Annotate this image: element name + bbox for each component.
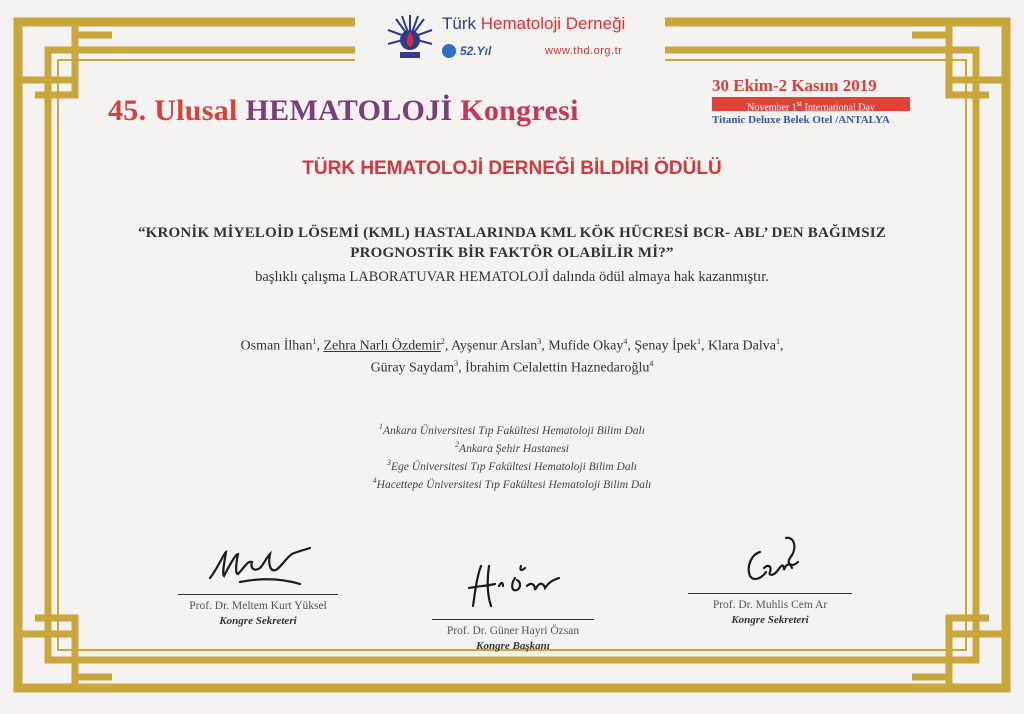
award-statement-prefix: başlıklı çalışma bbox=[255, 269, 350, 285]
authors-line1: Osman İlhan$^1$, Zehra Narlı Özdemir$^2$, Ayşenur Arslan$^3$, Mufide Okay$^4$, Şenay İpek$^1$, Klara Dalva$^1$, bbox=[240, 337, 784, 354]
author-affiliation-number: 1 bbox=[775, 337, 780, 346]
association-name-part2: Hematoloji Derneği bbox=[480, 14, 626, 33]
affiliation-line bbox=[0, 440, 1024, 455]
signatory-3-role: Kongre Sekreteri bbox=[731, 614, 809, 626]
signature-line-3 bbox=[688, 593, 852, 594]
affiliation-line bbox=[0, 422, 1024, 437]
author-name: Klara Dalva bbox=[707, 338, 776, 354]
study-title-line1: “KRONİK MİYELOİD LÖSEMİ (KML) HASTALARINDA KML KÖK HÜCRESİ BCR- ABL’ DEN BAĞIMSIZ bbox=[137, 225, 887, 241]
signatory-1-name: Prof. Dr. Meltem Kurt Yüksel bbox=[189, 600, 327, 612]
website-url: www.thd.org.tr bbox=[545, 45, 623, 57]
affiliation-number: 3 bbox=[387, 458, 392, 467]
author-affiliation-number: 4 bbox=[623, 337, 628, 346]
affiliation-text: Hacettepe Üniversitesi Tıp Fakültesi Hematoloji Bilim Dalı bbox=[376, 478, 652, 491]
affiliation-number: 4 bbox=[372, 476, 377, 485]
affiliation-text: Ege Üniversitesi Tıp Fakültesi Hematoloji Bilim Dalı bbox=[391, 460, 637, 473]
author-affiliation-number: 4 bbox=[649, 359, 654, 368]
signature-guner-icon bbox=[455, 556, 575, 614]
author-name: Mufide Okay bbox=[548, 338, 624, 354]
author-name: İbrahim Celalettin Haznedaroğlu bbox=[465, 360, 650, 376]
author-affiliation-number: 1 bbox=[312, 337, 317, 346]
affiliation-number: 1 bbox=[379, 422, 384, 431]
congress-dates: 30 Ekim-2 Kasım 2019 bbox=[712, 76, 877, 95]
author-name: Ayşenur Arslan bbox=[451, 338, 538, 354]
author-affiliation-number: 3 bbox=[537, 337, 542, 346]
signatory-1-role: Kongre Sekreteri bbox=[219, 615, 297, 627]
congress-title-part3: Kongresi bbox=[460, 94, 579, 127]
ordinal-suffix: st bbox=[796, 99, 803, 108]
anniversary-text: 52.Yıl bbox=[460, 44, 492, 58]
association-name bbox=[442, 14, 625, 34]
signature-line-1 bbox=[178, 594, 338, 595]
international-day-banner: November 1st International Day bbox=[712, 97, 910, 111]
congress-venue: Titanic Deluxe Belek Otel /ANTALYA bbox=[712, 114, 890, 126]
signatory-2-role: Kongre Başkanı bbox=[476, 640, 550, 652]
award-field: LABORATUVAR HEMATOLOJİ bbox=[349, 269, 550, 285]
author-name: Osman İlhan bbox=[240, 338, 313, 354]
affiliation-line bbox=[0, 476, 1024, 491]
author-affiliation-number: 2 bbox=[440, 337, 445, 346]
congress-title-part1: 45. Ulusal bbox=[108, 94, 246, 127]
author-affiliation-number: 1 bbox=[696, 337, 701, 346]
affiliation-text: Ankara Üniversitesi Tıp Fakültesi Hematoloji Bilim Dalı bbox=[383, 424, 645, 437]
congress-title bbox=[108, 94, 579, 128]
author-name: Güray Saydam bbox=[370, 360, 455, 376]
award-statement bbox=[0, 269, 1024, 286]
author-affiliation-number: 3 bbox=[454, 359, 459, 368]
signature-line-2 bbox=[432, 619, 594, 620]
author-name: Zehra Narlı Özdemir bbox=[323, 338, 441, 354]
signatory-2-name: Prof. Dr. Güner Hayri Özsan bbox=[446, 625, 580, 637]
congress-title-part2: HEMATOLOJİ bbox=[245, 94, 461, 127]
affiliation-line bbox=[0, 458, 1024, 473]
association-emblem-icon bbox=[384, 12, 436, 64]
affiliation-text: Ankara Şehir Hastanesi bbox=[459, 442, 569, 455]
award-title: TÜRK HEMATOLOJİ DERNEĞİ BİLDİRİ ÖDÜLÜ bbox=[302, 158, 722, 179]
signature-muhlis-icon bbox=[738, 528, 808, 590]
association-name-part1: Türk bbox=[442, 14, 481, 33]
authors-line2: Güray Saydam$^3$, İbrahim Celalettin Haznedaroğlu$^4$ bbox=[370, 359, 654, 376]
author-name: Şenay İpek bbox=[634, 338, 697, 354]
study-title-line2: PROGNOSTİK BİR FAKTÖR OLABİLİR Mİ?” bbox=[350, 245, 674, 261]
affiliation-number: 2 bbox=[455, 440, 460, 449]
anniversary-badge-icon bbox=[442, 44, 456, 58]
signature-meltem-icon bbox=[200, 538, 320, 590]
award-statement-suffix: dalında ödül almaya hak kazanmıştır. bbox=[549, 269, 769, 285]
signatory-3-name: Prof. Dr. Muhlis Cem Ar bbox=[712, 599, 828, 611]
